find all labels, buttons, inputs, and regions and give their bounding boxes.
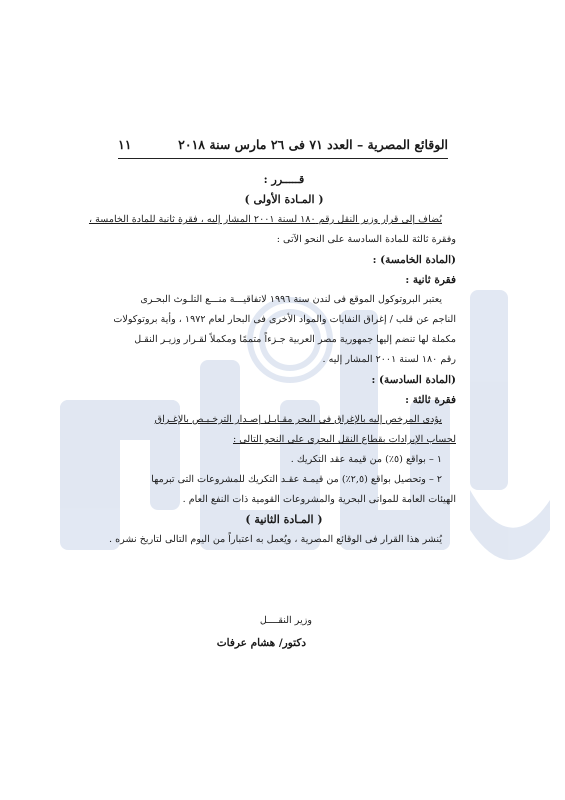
paragraph-2-line: رقم ١٨٠ لسنة ٢٠٠١ المشار إليه . bbox=[322, 354, 456, 365]
article-1-heading: ( المـادة الأولى ) bbox=[244, 193, 324, 206]
article-2-heading: ( المـادة الثانية ) bbox=[245, 513, 323, 526]
gazette-header bbox=[118, 135, 448, 157]
list-item: ٢ – وتحصيل بواقع (٢,٥٪) من قيمـة عقـد التكريك للمشروعات التى تبرمها bbox=[151, 474, 442, 485]
paragraph-3-line: يؤدى المرخص إليه بالإغراق فى البحر مقـابـل إصـدار الترخـيـص بالإغـراق bbox=[154, 414, 442, 425]
page-number: ١١ bbox=[118, 137, 132, 152]
paragraph-3-line: لحساب الإيرادات بقطاع النقل البحرى على النحو التالى : bbox=[233, 434, 456, 445]
signatory-role: وزير النقــــل bbox=[259, 615, 312, 626]
paragraph-2-line: يعتبر البروتوكول الموقع فى لندن سنة ١٩٩٦ لاتفاقيـــة منـــع التلـوث البحـرى bbox=[140, 294, 442, 305]
paragraph-2-line: الناجم عن قلب / إغراق النفايات والمواد الأخرى فى البحار لعام ١٩٧٢ ، وأية بروتوكولات bbox=[113, 314, 456, 325]
list-item: ١ – بواقع (٥٪) من قيمة عقد التكريك . bbox=[290, 454, 442, 465]
paragraph-2-heading: فقرة ثانية : bbox=[405, 274, 456, 286]
article-5-heading: (المادة الخامسة) : bbox=[372, 254, 456, 266]
gazette-issue-title: الوقائع المصرية – العدد ٧١ فى ٢٦ مارس سنة ٢٠١٨ bbox=[178, 137, 448, 152]
article-1-text-line: وفقرة ثالثة للمادة السادسة على النحو الآتى : bbox=[276, 234, 456, 245]
signatory-name: دكتور/ هشام عرفات bbox=[216, 637, 306, 649]
signature-block bbox=[112, 610, 312, 654]
header-divider bbox=[118, 158, 448, 159]
publication-clause: يُنشر هذا القرار فى الوقائع المصرية ، ويُعمل به اعتباراً من اليوم التالى لتاريخ نشره . bbox=[109, 534, 442, 545]
article-6-heading: (المادة السادسة) : bbox=[371, 374, 456, 386]
article-1-text-line: يُضاف إلى قرار وزير النقل رقم ١٨٠ لسنة ٢٠٠١ المشار إليه ، فقرة ثانية للمادة الخامسة ، bbox=[88, 214, 442, 225]
list-item-continuation: الهيئات العامة للموانى البحرية والمشروعات القومية ذات النفع العام . bbox=[182, 494, 456, 505]
decree-body bbox=[88, 170, 456, 550]
decree-title: قـــــرر : bbox=[263, 173, 305, 186]
paragraph-2-line: مكملة لها تنضم إليها جمهورية مصر العربية جـزءاً متممًا ومكملاً لقـرار وزيـر النقـل bbox=[134, 334, 456, 345]
paragraph-3-heading: فقرة ثالثة : bbox=[405, 394, 456, 406]
